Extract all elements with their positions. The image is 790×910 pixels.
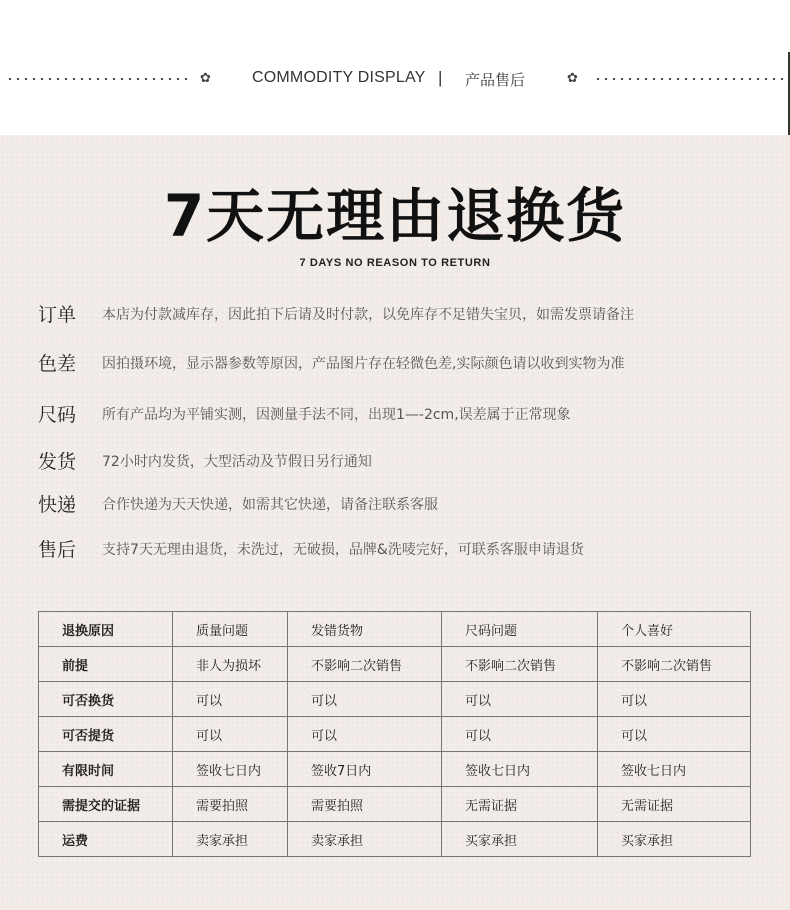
policy-label: 售后 (38, 539, 77, 561)
table-row (39, 647, 751, 682)
table-cell: 无需证据 (598, 787, 751, 822)
dotted-line-left (6, 78, 192, 80)
return-policy-table (38, 611, 751, 857)
policy-text: 本店为付款减库存，因此拍下后请及时付款，以免库存不足错失宝贝，如需发票请备注 (102, 307, 634, 323)
table-cell: 可以 (598, 682, 751, 717)
table-cell: 不影响二次销售 (442, 647, 598, 682)
flower-icon-right: ✿ (567, 71, 578, 86)
table-row (39, 752, 751, 787)
table-cell: 需要拍照 (288, 787, 442, 822)
table-cell: 买家承担 (442, 822, 598, 857)
page-subtitle: 7 DAYS NO REASON TO RETURN (299, 257, 491, 269)
table-cell: 不影响二次销售 (288, 647, 442, 682)
table-cell: 质量问题 (173, 612, 288, 647)
table-cell: 签收七日内 (598, 752, 751, 787)
dotted-line-right (594, 78, 784, 80)
table-cell: 非人为损坏 (173, 647, 288, 682)
row-header-cell: 前提 (39, 647, 173, 682)
policy-label: 尺码 (38, 404, 77, 426)
policy-text: 72小时内发货，大型活动及节假日另行通知 (102, 454, 372, 470)
header-separator: | (438, 68, 443, 87)
table-row (39, 717, 751, 752)
row-header-cell: 需提交的证据 (39, 787, 173, 822)
policy-label: 订单 (38, 304, 77, 326)
table-cell: 无需证据 (442, 787, 598, 822)
policy-text: 所有产品均为平铺实测，因测量手法不同，出现1—-2cm,误差属于正常现象 (102, 407, 571, 423)
table-row (39, 682, 751, 717)
table-cell: 尺码问题 (442, 612, 598, 647)
policy-row-express (38, 490, 778, 520)
row-header-cell: 退换原因 (39, 612, 173, 647)
row-header-cell: 运费 (39, 822, 173, 857)
table-cell: 签收七日内 (173, 752, 288, 787)
header-title-en: COMMODITY DISPLAY (252, 69, 426, 86)
table-cell: 可以 (598, 717, 751, 752)
policy-row-order (38, 300, 778, 330)
policy-text: 因拍摄环境，显示器参数等原因，产品图片存在轻微色差,实际颜色请以收到实物为准 (102, 356, 625, 372)
table-row (39, 612, 751, 647)
table-cell: 个人喜好 (598, 612, 751, 647)
table-cell: 不影响二次销售 (598, 647, 751, 682)
table-cell: 可以 (173, 717, 288, 752)
table-cell: 签收七日内 (442, 752, 598, 787)
policy-label: 发货 (38, 451, 77, 473)
table-cell: 可以 (173, 682, 288, 717)
policy-row-color (38, 349, 778, 379)
policy-row-size (38, 400, 778, 430)
table-cell: 可以 (442, 717, 598, 752)
table-row (39, 822, 751, 857)
header-title-cn: 产品售后 (465, 71, 526, 89)
policy-text: 合作快递为天天快递，如需其它快递，请备注联系客服 (102, 497, 438, 513)
table-cell: 卖家承担 (173, 822, 288, 857)
policy-row-shipping (38, 447, 778, 477)
header (0, 0, 790, 135)
table-cell: 可以 (442, 682, 598, 717)
table-cell: 签收7日内 (288, 752, 442, 787)
table-row (39, 787, 751, 822)
policy-text: 支持7天无理由退货，未洗过，无破损，品牌&洗唛完好，可联系客服申请退货 (102, 542, 584, 558)
table-cell: 需要拍照 (173, 787, 288, 822)
table-cell: 卖家承担 (288, 822, 442, 857)
page-title: 7天无理由退换货 (163, 182, 627, 250)
table-cell: 发错货物 (288, 612, 442, 647)
flower-icon-left: ✿ (200, 71, 211, 86)
row-header-cell: 有限时间 (39, 752, 173, 787)
policy-row-aftersale (38, 535, 778, 565)
table-cell: 可以 (288, 717, 442, 752)
row-header-cell: 可否换货 (39, 682, 173, 717)
table-cell: 可以 (288, 682, 442, 717)
row-header-cell: 可否提货 (39, 717, 173, 752)
policy-label: 色差 (38, 353, 77, 375)
header-row (0, 68, 790, 90)
policy-label: 快递 (38, 494, 77, 516)
table-cell: 买家承担 (598, 822, 751, 857)
